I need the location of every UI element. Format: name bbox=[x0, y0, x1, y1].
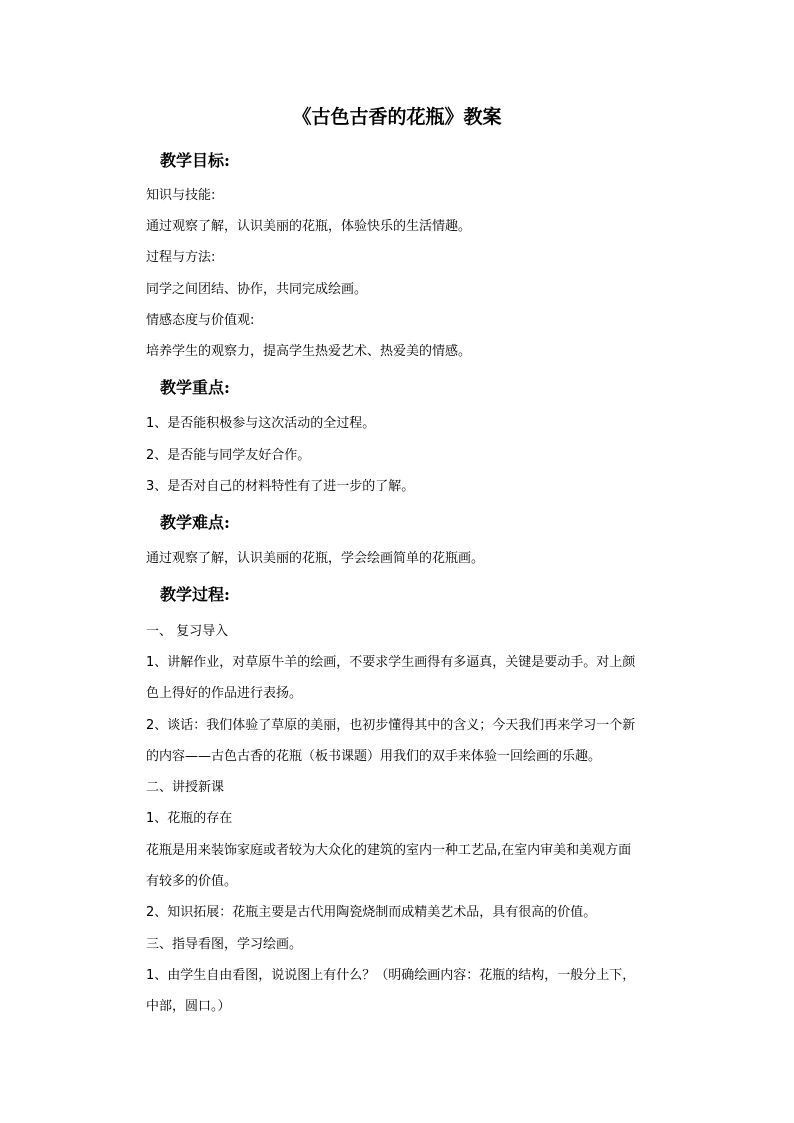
s2-item1-title: 1、花瓶的存在 bbox=[146, 811, 233, 826]
attitude-label: 情感态度与价值观: bbox=[146, 313, 255, 328]
section3-title: 三、指导看图，学习绘画。 bbox=[146, 937, 303, 952]
process-label: 过程与方法: bbox=[146, 250, 216, 265]
s2-item1-line1: 花瓶是用来装饰家庭或者较为大众化的建筑的室内一种工艺品,在室内审美和美观方面 bbox=[146, 843, 632, 858]
knowledge-text: 通过观察了解，认识美丽的花瓶，体验快乐的生活情趣。 bbox=[146, 219, 472, 234]
difficulties-text: 通过观察了解，认识美丽的花瓶，学会绘画简单的花瓶画。 bbox=[146, 551, 485, 566]
section2-title: 二、讲授新课 bbox=[146, 780, 225, 795]
attitude-text: 培养学生的观察力，提高学生热爱艺术、热爱美的情感。 bbox=[146, 344, 472, 359]
s1-item2-line2: 的内容——古色古香的花瓶（板书课题）用我们的双手来体验一回绘画的乐趣。 bbox=[146, 749, 602, 764]
s1-item1-line2: 色上得好的作品进行表扬。 bbox=[146, 686, 303, 701]
process-text: 同学之间团结、协作，共同完成绘画。 bbox=[146, 282, 368, 297]
s3-item1-line2: 中部，圆口。） bbox=[146, 999, 231, 1014]
key-point-item: 1、是否能积极参与这次活动的全过程。 bbox=[146, 416, 376, 431]
key-point-item: 3、是否对自己的材料特性有了进一步的了解。 bbox=[146, 479, 415, 494]
key-point-item: 2、是否能与同学友好合作。 bbox=[146, 448, 311, 463]
difficulties-heading: 教学难点: bbox=[160, 513, 230, 532]
section1-title: 一、 复习导入 bbox=[146, 624, 229, 639]
document-title: 《古色古香的花瓶》教案 bbox=[292, 106, 502, 128]
process-heading: 教学过程: bbox=[160, 585, 230, 604]
s3-item1-line1: 1、由学生自由看图，说说图上有什么？（明确绘画内容：花瓶的结构，一般分上下， bbox=[146, 968, 636, 983]
s1-item2-line1: 2、谈话：我们体验了草原的美丽，也初步懂得其中的含义；今天我们再来学习一个新 bbox=[146, 718, 636, 733]
s1-item1-line1: 1、讲解作业，对草原牛羊的绘画，不要求学生画得有多逼真，关键是要动手。对上颜 bbox=[146, 655, 636, 670]
knowledge-label: 知识与技能: bbox=[146, 188, 216, 203]
s2-item1-line2: 有较多的价值。 bbox=[146, 874, 238, 889]
objectives-heading: 教学目标: bbox=[160, 151, 230, 170]
s2-item2: 2、知识拓展：花瓶主要是古代用陶瓷烧制而成精美艺术品，具有很高的价值。 bbox=[146, 905, 597, 920]
key-points-heading: 教学重点: bbox=[160, 378, 230, 397]
